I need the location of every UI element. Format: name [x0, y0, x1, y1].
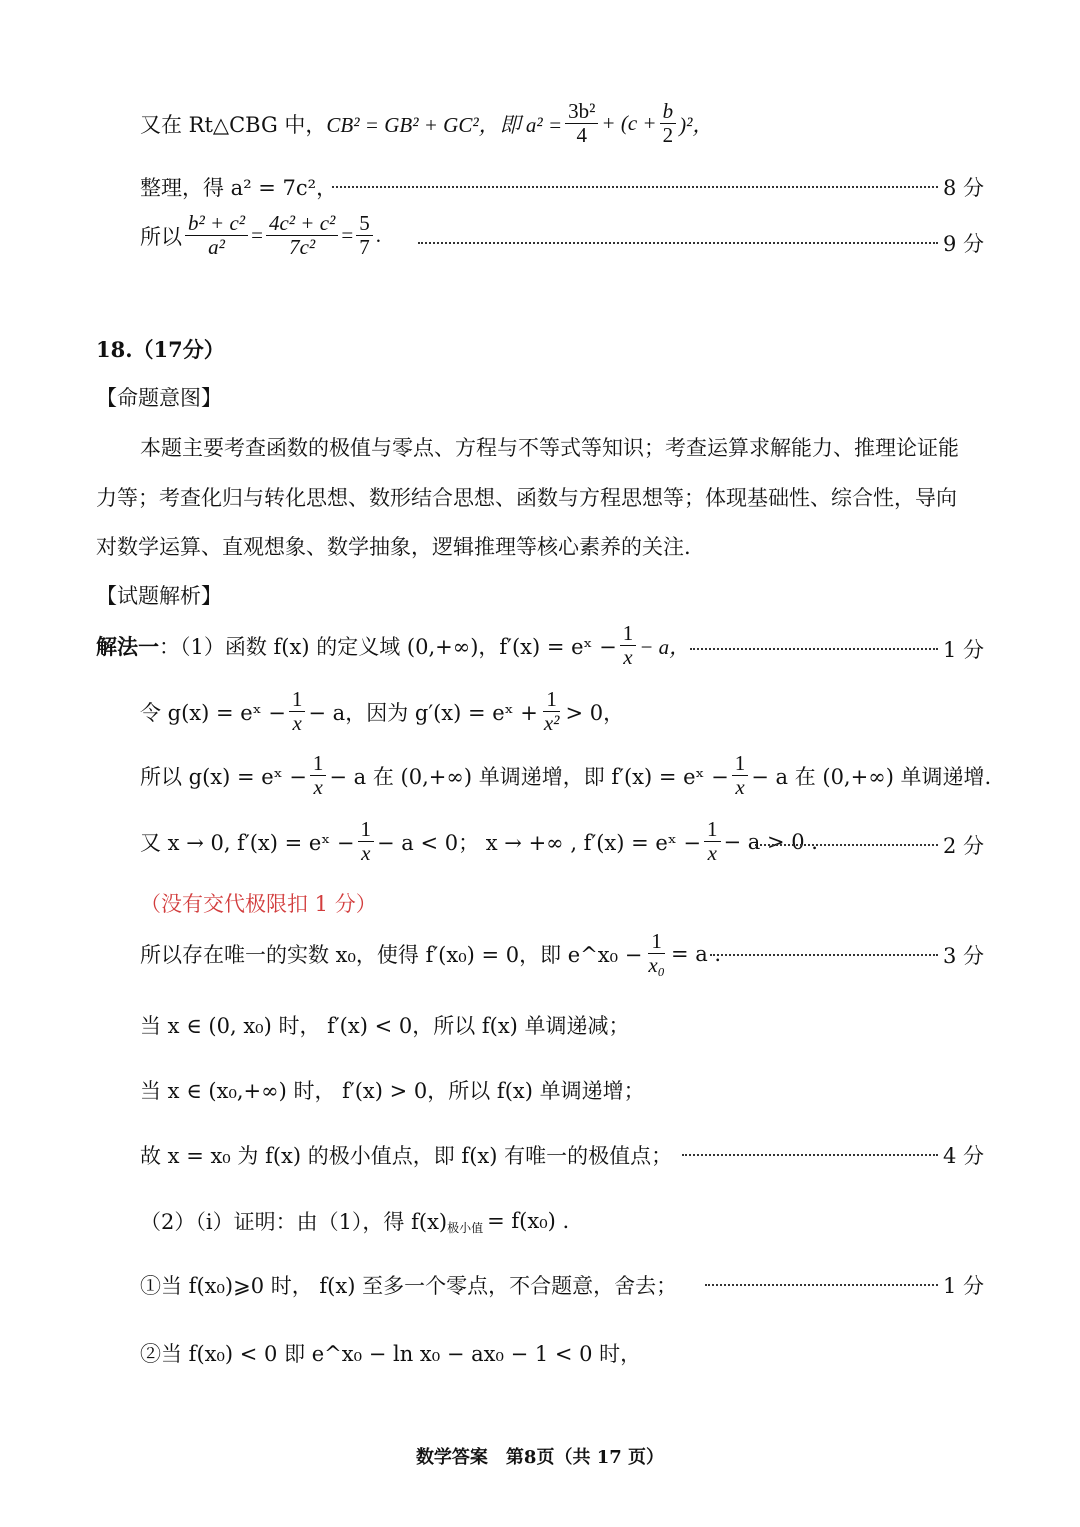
text: − a 在 (0,+∞) 单调递增. [751, 764, 992, 789]
solution-line-5 [140, 930, 721, 977]
fraction: $\frac{5}{7}$ [356, 212, 373, 259]
text: − a，因为 g′(x) = eˣ + [308, 700, 538, 725]
text: 所以 [140, 224, 182, 249]
fraction: $\frac{1}{x}$ [310, 752, 327, 799]
solution-line-8: 故 x = x₀ 为 f(x) 的极小值点，即 f(x) 有唯一的极值点； [140, 1144, 673, 1168]
equation: − a， [639, 634, 691, 659]
dot-leader [690, 648, 938, 650]
score: 2 分 [942, 834, 984, 858]
deduction-note: （没有交代极限扣 1 分） [140, 892, 377, 916]
solution-line-9 [140, 1205, 569, 1236]
equation-line-1 [140, 100, 713, 147]
text: − a < 0； x → +∞ , f′(x) = eˣ − [377, 830, 701, 855]
equation-line-3: 所以 $\frac{\text{b² + c²}}{\text{a²}}$ = $\frac{\text{4c² + c²}}{\text{7c²}}$ = $\frac{5}{7}$ . [140, 211, 381, 260]
text: 又 x → 0, f′(x) = eˣ − [140, 830, 355, 855]
solution-line-4 [140, 818, 818, 865]
equation: + (c + [601, 111, 657, 136]
section-heading: 【试题解析】 [96, 584, 222, 608]
equation: CB² = GB² + GC²，即 a² = [326, 112, 563, 137]
solution-line-1 [96, 622, 690, 669]
solution-line-10: ①当 f(x₀)⩾0 时， f(x) 至多一个零点，不合题意，舍去； [140, 1274, 678, 1298]
fraction: $\frac{1}{x}$ [732, 752, 749, 799]
subscript: 极小值 [447, 1221, 484, 1235]
text: = a . [670, 941, 722, 966]
fraction: $\frac{b}{2}$ [660, 100, 677, 147]
text: 又在 Rt△CBG 中， [140, 112, 327, 137]
text: 所以 g(x) = eˣ − [140, 764, 307, 789]
fraction: $\frac{\text{4c² + c²}}{\text{7c²}}$ [266, 212, 338, 259]
solution-line-11: ②当 f(x₀) < 0 即 e^x₀ − ln x₀ − ax₀ − 1 < 0 时， [140, 1342, 642, 1366]
text: > 0， [565, 700, 625, 725]
dot-leader [705, 1284, 938, 1286]
score: 3 分 [942, 944, 984, 968]
paragraph-line: 力等；考查化归与转化思想、数形结合思想、函数与方程思想等；体现基础性、综合性，导向 [96, 486, 957, 510]
fraction: $\frac{1}{\text{x₀}}$ [648, 929, 665, 978]
fraction: $\frac{1}{x}$ [704, 818, 721, 865]
page-footer: 数学答案 第8页（共 17 页） [415, 1447, 665, 1468]
fraction: $\frac{1}{\text{x²}}$ [543, 687, 560, 736]
dot-leader [332, 186, 938, 188]
fraction: $\frac{1}{x}$ [358, 818, 375, 865]
fraction: $\frac{1}{x}$ [620, 622, 637, 669]
text: − a 在 (0,+∞) 单调递增，即 f′(x) = eˣ − [329, 764, 729, 789]
text: 令 g(x) = eˣ − [140, 700, 286, 725]
fraction: $\frac{\text{b² + c²}}{\text{a²}}$ [185, 212, 248, 259]
text: 整理，得 a² = 7c²， [140, 176, 338, 200]
text: = f(x₀) . [487, 1208, 570, 1233]
score: 9 分 [942, 232, 984, 256]
equation-line-2 [140, 172, 337, 202]
text: 所以存在唯一的实数 x₀，使得 f′(x₀) = 0，即 e^x₀ − [140, 942, 643, 967]
score: 4 分 [942, 1144, 984, 1168]
text: ：（1）函数 f(x) 的定义域 (0,+∞)，f′(x) = eˣ − [159, 634, 617, 659]
question-number: 18.（17分） [96, 337, 225, 362]
score: 8 分 [942, 176, 984, 200]
dot-leader [710, 954, 938, 956]
text: （2）（i）证明：由（1），得 f(x) [140, 1209, 448, 1234]
solution-line-6: 当 x ∈ (0, x₀) 时， f′(x) < 0，所以 f(x) 单调递减； [140, 1014, 630, 1038]
fraction: $\frac{\text{3b²}}{4}$ [565, 100, 598, 147]
dot-leader [682, 1154, 938, 1156]
solution-line-7: 当 x ∈ (x₀,+∞) 时， f′(x) > 0，所以 f(x) 单调递增； [140, 1079, 645, 1103]
solution-line-3 [140, 752, 991, 799]
equation: )²， [679, 112, 714, 137]
score: 1 分 [942, 1274, 984, 1298]
paragraph-line: 本题主要考查函数的极值与零点、方程与不等式等知识；考查运算求解能力、推理论证能 [140, 436, 959, 460]
dot-leader [418, 242, 938, 244]
paragraph-line: 对数学运算、直观想象、数学抽象，逻辑推理等核心素养的关注. [96, 535, 691, 559]
text: − a > 0 . [723, 829, 818, 854]
solution-line-2 [140, 688, 624, 735]
section-heading: 【命题意图】 [96, 386, 222, 410]
score: 1 分 [942, 638, 984, 662]
fraction: $\frac{1}{x}$ [289, 688, 306, 735]
dot-leader [755, 844, 938, 846]
solution-label: 解法一 [96, 633, 159, 659]
